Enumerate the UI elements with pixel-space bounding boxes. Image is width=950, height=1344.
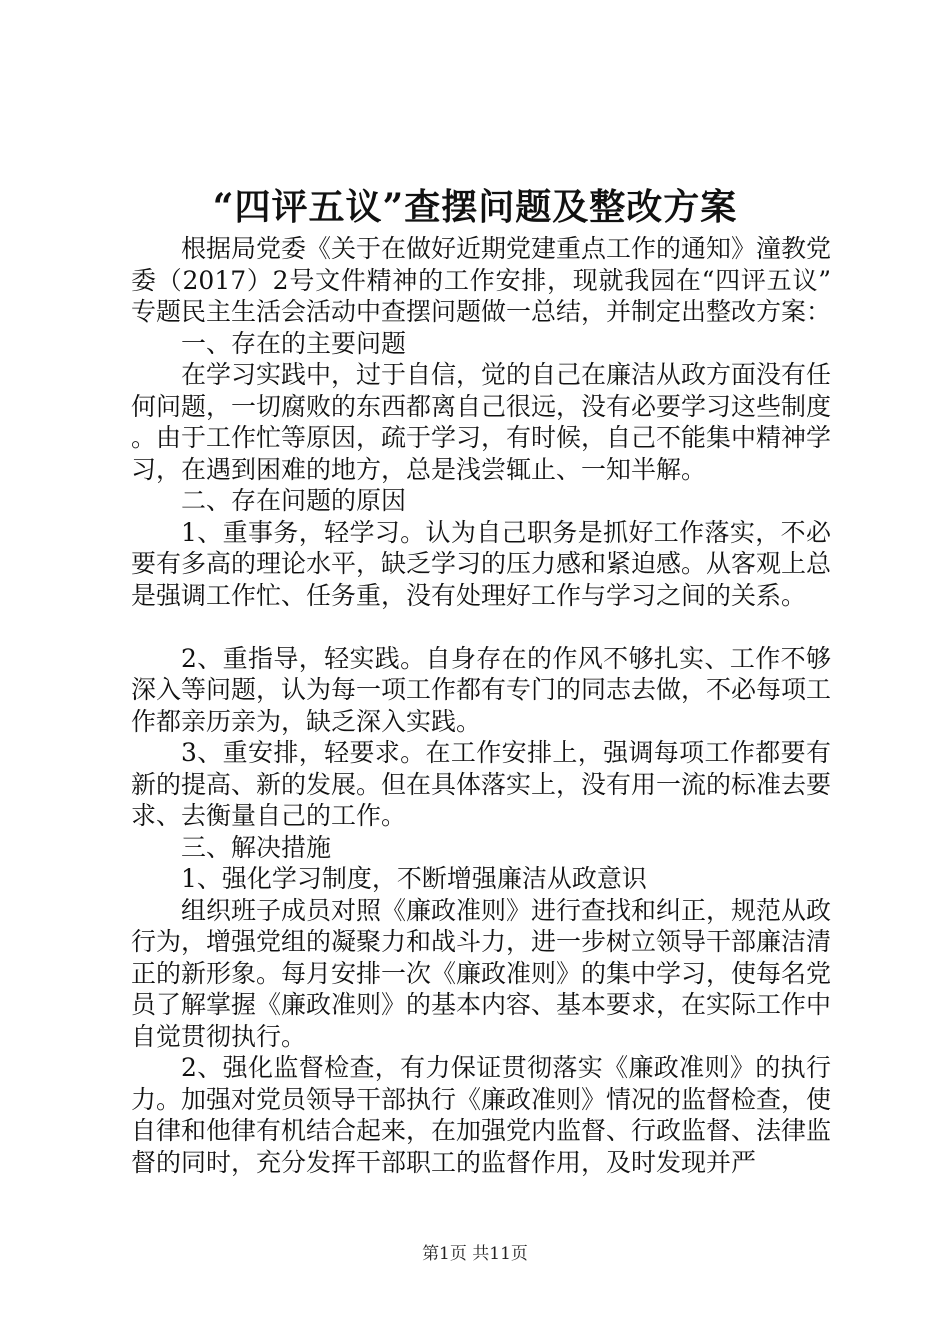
heading-measures: 三、解决措施: [181, 832, 332, 862]
document-body: [131, 233, 831, 1178]
paragraph-measure-2: 2、强化监督检查，有力保证贯彻落实《廉政准则》的执行力。加强对党员领导干部执行《廉政准则》情况的监督检查，使自律和他律有机结合起来，在加强党内监督、行政监督、法律监督的同时，充分发挥干部职工的监督作用，及时发现并严: [131, 1053, 832, 1177]
page-number-footer: 第1页 共11页: [422, 1244, 528, 1264]
paragraph-cause-3: 3、重安排，轻要求。在工作安排上，强调每项工作都要有新的提高、新的发展。但在具体落实上，没有用一流的标准去要求、去衡量自己的工作。: [131, 738, 832, 830]
heading-main-problems: 一、存在的主要问题: [181, 328, 407, 358]
blank-line: [131, 611, 831, 643]
paragraph-intro: 根据局党委《关于在做好近期党建重点工作的通知》潼教党委（2017）2号文件精神的工作安排，现就我园在“四评五议”专题民主生活会活动中查摆问题做一总结，并制定出整改方案：: [131, 234, 832, 326]
paragraph-measure-1: 组织班子成员对照《廉政准则》进行查找和纠正，规范从政行为，增强党组的凝聚力和战斗力，进一步树立领导干部廉洁清正的新形象。每月安排一次《廉政准则》的集中学习，使每名党员了解掌握《廉政准则》的基本内容、基本要求，在实际工作中自觉贯彻执行。: [131, 895, 832, 1051]
heading-measure-1: 1、强化学习制度，不断增强廉洁从政意识: [181, 864, 647, 893]
document-title: “四评五议”查摆问题及整改方案: [212, 186, 738, 228]
paragraph-cause-1: 1、重事务，轻学习。认为自己职务是抓好工作落实，不必要有多高的理论水平，缺乏学习的压力感和紧迫感。从客观上总是强调工作忙、任务重，没有处理好工作与学习之间的关系。: [131, 517, 832, 610]
heading-causes: 二、存在问题的原因: [181, 486, 407, 515]
paragraph-problems: 在学习实践中，过于自信，觉的自己在廉洁从政方面没有任何问题，一切腐败的东西都离自己很远，没有必要学习这些制度。由于工作忙等原因，疏于学习，有时候，自己不能集中精神学习，在遇到困难的地方，总是浅尝辄止、一知半解。: [131, 360, 832, 484]
paragraph-cause-2: 2、重指导，轻实践。自身存在的作风不够扎实、工作不够深入等问题，认为每一项工作都有专门的同志去做，不必每项工作都亲历亲为，缺乏深入实践。: [131, 643, 832, 736]
